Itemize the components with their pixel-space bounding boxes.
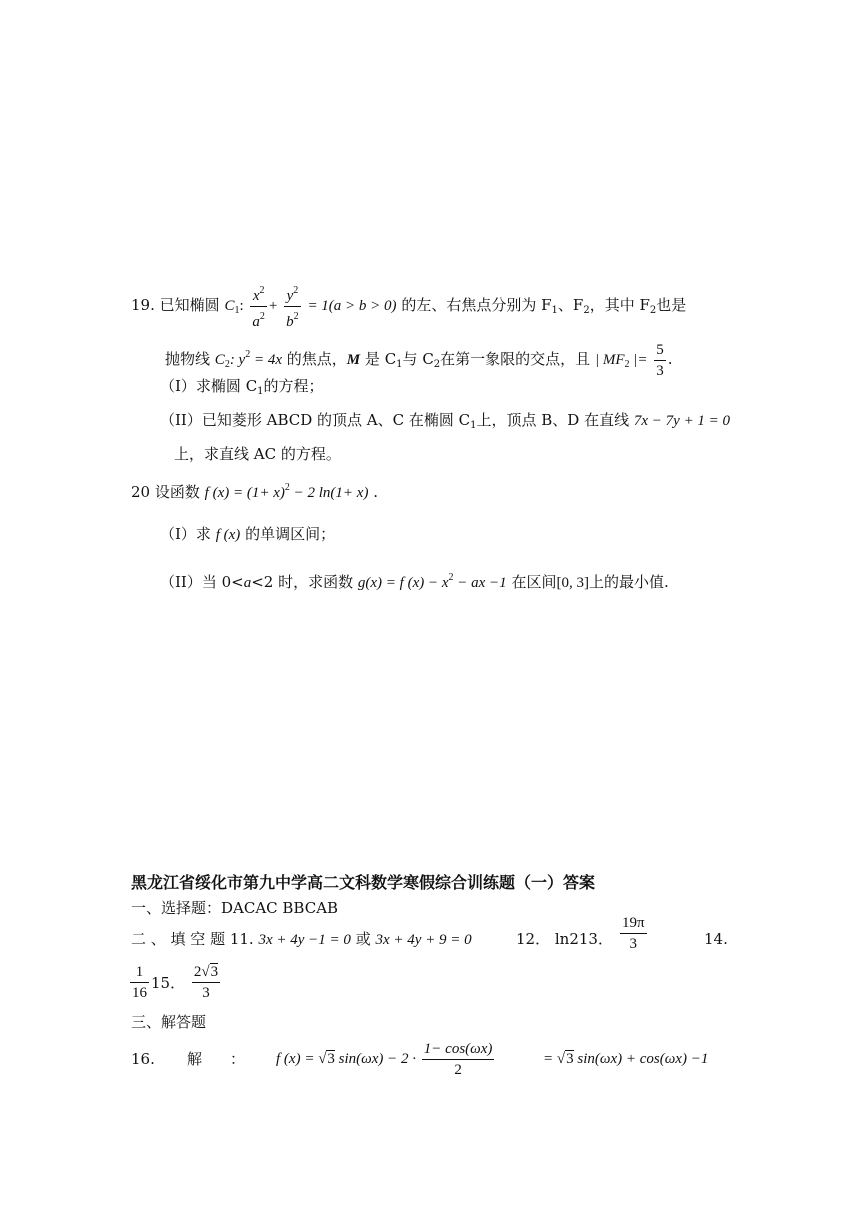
q16-label: 16.: [131, 1050, 155, 1068]
answers-title: 黑龙江省绥化市第九中学高二文科数学寒假综合训练题（一）答案: [131, 873, 596, 892]
q20-part1: （I）求 f (x) 的单调区间；: [160, 525, 336, 543]
q19-part2-continued: 上，求直线 AC 的方程。: [174, 445, 341, 463]
q19-line1: 19. 已知椭圆 $C_1$: $\frac{x^2}{a^2}$ + $\frac{y^2}{b^2}$ = 1(a > b > 0) 的左、右焦点分别为 $F_1$、$F_2$，其中 $F_2$也是: [131, 280, 686, 330]
q19-part1: （I）求椭圆 $C_1$的方程；: [160, 377, 324, 397]
five-thirds-fraction: $\frac{5}{3}$: [656, 341, 664, 379]
line-equation: 7x − 7y + 1 = 0: [633, 413, 731, 429]
mc-answers: 一、选择题：DACAC BBCAB: [131, 899, 339, 917]
q16-solution-expr: f (x) = √3 sin(ωx) − 2 · $\frac{1- \cos(\omega x)}{2}$: [276, 1041, 493, 1079]
interval: [0, 3]: [556, 575, 589, 591]
two-root-three-over-three: $\frac{2√3}{3}$: [193, 964, 219, 1001]
q19-c1: $C_1$: [224, 298, 240, 316]
q19-intro: 已知椭圆: [159, 296, 220, 314]
ellipse-condition: = 1(a > b > 0): [307, 298, 397, 314]
one-sixteenth: $\frac{1}{16}$: [132, 964, 147, 1001]
function-g: g(x) = f $(x) - x^2$ − ax −1: [357, 572, 507, 591]
q16-jie: 解: [187, 1050, 203, 1068]
q20-part2: （II）当 0<a<2 时，求函数 g(x) = f $(x) - x^2$ − ax −1 在区间[0, 3]上的最小值.: [160, 572, 669, 591]
fill-answers-line1: 二 、 填 空 题 11. 3x + 4y −1 = 0 或 3x + 4y + 9 = 0: [131, 930, 472, 948]
q16-solution-simplified: = √3 sin(ωx) + cos(ωx) −1: [543, 1051, 709, 1067]
solve-heading: 三、解答题: [131, 1013, 207, 1031]
ellipse-y-fraction: $\frac{y^2}{b^2}$: [284, 281, 301, 332]
f-of-x: f (x): [215, 527, 241, 543]
q19-number: 19.: [131, 296, 155, 314]
function-f: f $(x) = (1+ x)^2 - 2$ ln(1+ x): [204, 482, 369, 501]
q19-foci-text: 的左、右焦点分别为 $F_1$、$F_2$，其中 $F_2$也是: [401, 296, 687, 316]
answer-12-13: 12． ln213．: [516, 930, 613, 948]
q20-line1: 20 设函数 f $(x) = (1+ x)^2 - 2$ ln(1+ x) .: [131, 482, 379, 501]
ellipse-x-fraction: $\frac{x^2}{a^2}$: [250, 281, 267, 332]
answer-14-label: 14.: [704, 930, 728, 948]
q19-line2: 抛物线 $C_2$: $y^2 = 4x$ 的焦点，M 是 $C_1$与 $C_2$在第一象限的交点，且 | $MF_2$ |= $\frac{5}{3}$ .: [165, 341, 673, 379]
q20-number: 20: [131, 483, 151, 501]
parabola-c2: $C_2$: $y^2 = 4x$: [214, 349, 282, 370]
mf2-expression: | $MF_2$ |=: [594, 352, 648, 370]
fill-answers-line2: $\frac{1}{16}$ 15． $\frac{2√3}{3}$: [132, 964, 219, 1001]
point-m: M: [346, 352, 361, 368]
answer-19pi-over-3: $\frac{19\pi}{3}$: [622, 915, 645, 952]
q16-colon: ：: [230, 1050, 246, 1068]
q19-part2: （II）已知菱形 ABCD 的顶点 A、C 在椭圆 $C_1$上，顶点 B、D 在直线 7x − 7y + 1 = 0: [160, 411, 731, 431]
